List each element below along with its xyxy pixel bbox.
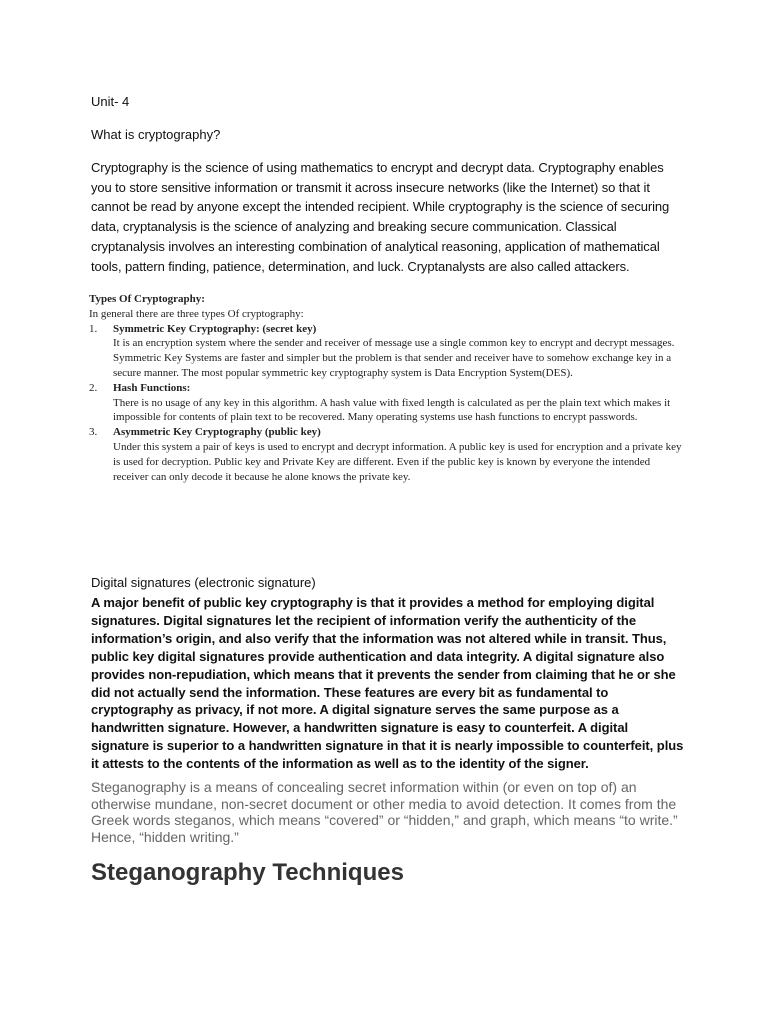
type-item-heading: Hash Functions:	[113, 381, 191, 394]
type-item-number: 2.	[89, 381, 98, 394]
types-intro: In general there are three types Of cryptography:	[89, 307, 304, 320]
cryptography-question: What is cryptography?	[91, 127, 221, 142]
type-item-heading: Symmetric Key Cryptography: (secret key)	[113, 322, 317, 335]
type-item-number: 1.	[89, 322, 98, 335]
types-title: Types Of Cryptography:	[89, 293, 205, 305]
type-item-asymmetric	[89, 425, 684, 484]
type-item-hash	[89, 381, 684, 425]
type-item-symmetric	[89, 322, 684, 381]
type-item-heading: Asymmetric Key Cryptography (public key)	[113, 426, 321, 439]
type-item-number: 3.	[89, 426, 98, 439]
unit-label: Unit- 4	[91, 94, 130, 109]
type-item-description: There is no usage of any key in this algorithm. A hash value with fixed length is calculated as per the plain text which makes it impossible for contents of plain text to be recovered. Many operating systems use hash functions to encrypt passwords.	[113, 396, 671, 424]
type-item-description: It is an encryption system where the sender and receiver of message use a single common key to encrypt and decrypt messages. Symmetric Key Systems are faster and simpler but the problem is that sender and receiver have to somehow exchange key in a secure manner. The most popular symmetric key cryptography system is Data Encryption System(DES).	[113, 337, 675, 379]
digital-signatures-title: Digital signatures (electronic signature)	[91, 575, 316, 590]
steganography-heading: Steganography Techniques	[91, 859, 404, 886]
digital-signatures-paragraph: A major benefit of public key cryptography is that it provides a method for employing digital signatures. Digital signatures let the recipient of information verify the authenticity of the information’s origin, and also verify that the information was not altered while in transit. Thus, public key digital signatures provide authentication and data integrity. A digital signature also provides non-repudiation, which means that it prevents the sender from claiming that he or she did not actually send the information. These features are every bit as fundamental to cryptography as privacy, if not more. A digital signature serves the same purpose as a handwritten signature. However, a handwritten signature is easy to counterfeit. A digital signature is superior to a handwritten signature in that it is nearly impossible to counterfeit, plus it attests to the contents of the information as well as to the identity of the signer.	[91, 595, 684, 772]
cryptography-paragraph: Cryptography is the science of using mathematics to encrypt and decrypt data. Cryptography enables you to store sensitive information or transmit it across insecure networks (like the Internet) so that it cannot be read by anyone except the intended recipient. While cryptography is the science of securing data, cryptanalysis is the science of analyzing and breaking secure communication. Classical cryptanalysis involves an interesting combination of analytical reasoning, application of mathematical tools, pattern finding, patience, determination, and luck. Cryptanalysts are also called attackers.	[91, 160, 670, 274]
type-item-description: Under this system a pair of keys is used to encrypt and decrypt information. A public key is used for encryption and a private key is used for decryption. Public key and Private Key are different. Even if the public key is known by everyone the intended receiver can only decode it because he alone knows the private key.	[113, 440, 682, 483]
types-section	[89, 292, 684, 484]
steganography-paragraph: Steganography is a means of concealing secret information within (or even on top of) an otherwise mundane, non-secret document or other media to avoid detection. It comes from the Greek words steganos, which means “covered” or “hidden,” and graph, which means “to write.” Hence, “hidden writing.”	[91, 779, 678, 845]
